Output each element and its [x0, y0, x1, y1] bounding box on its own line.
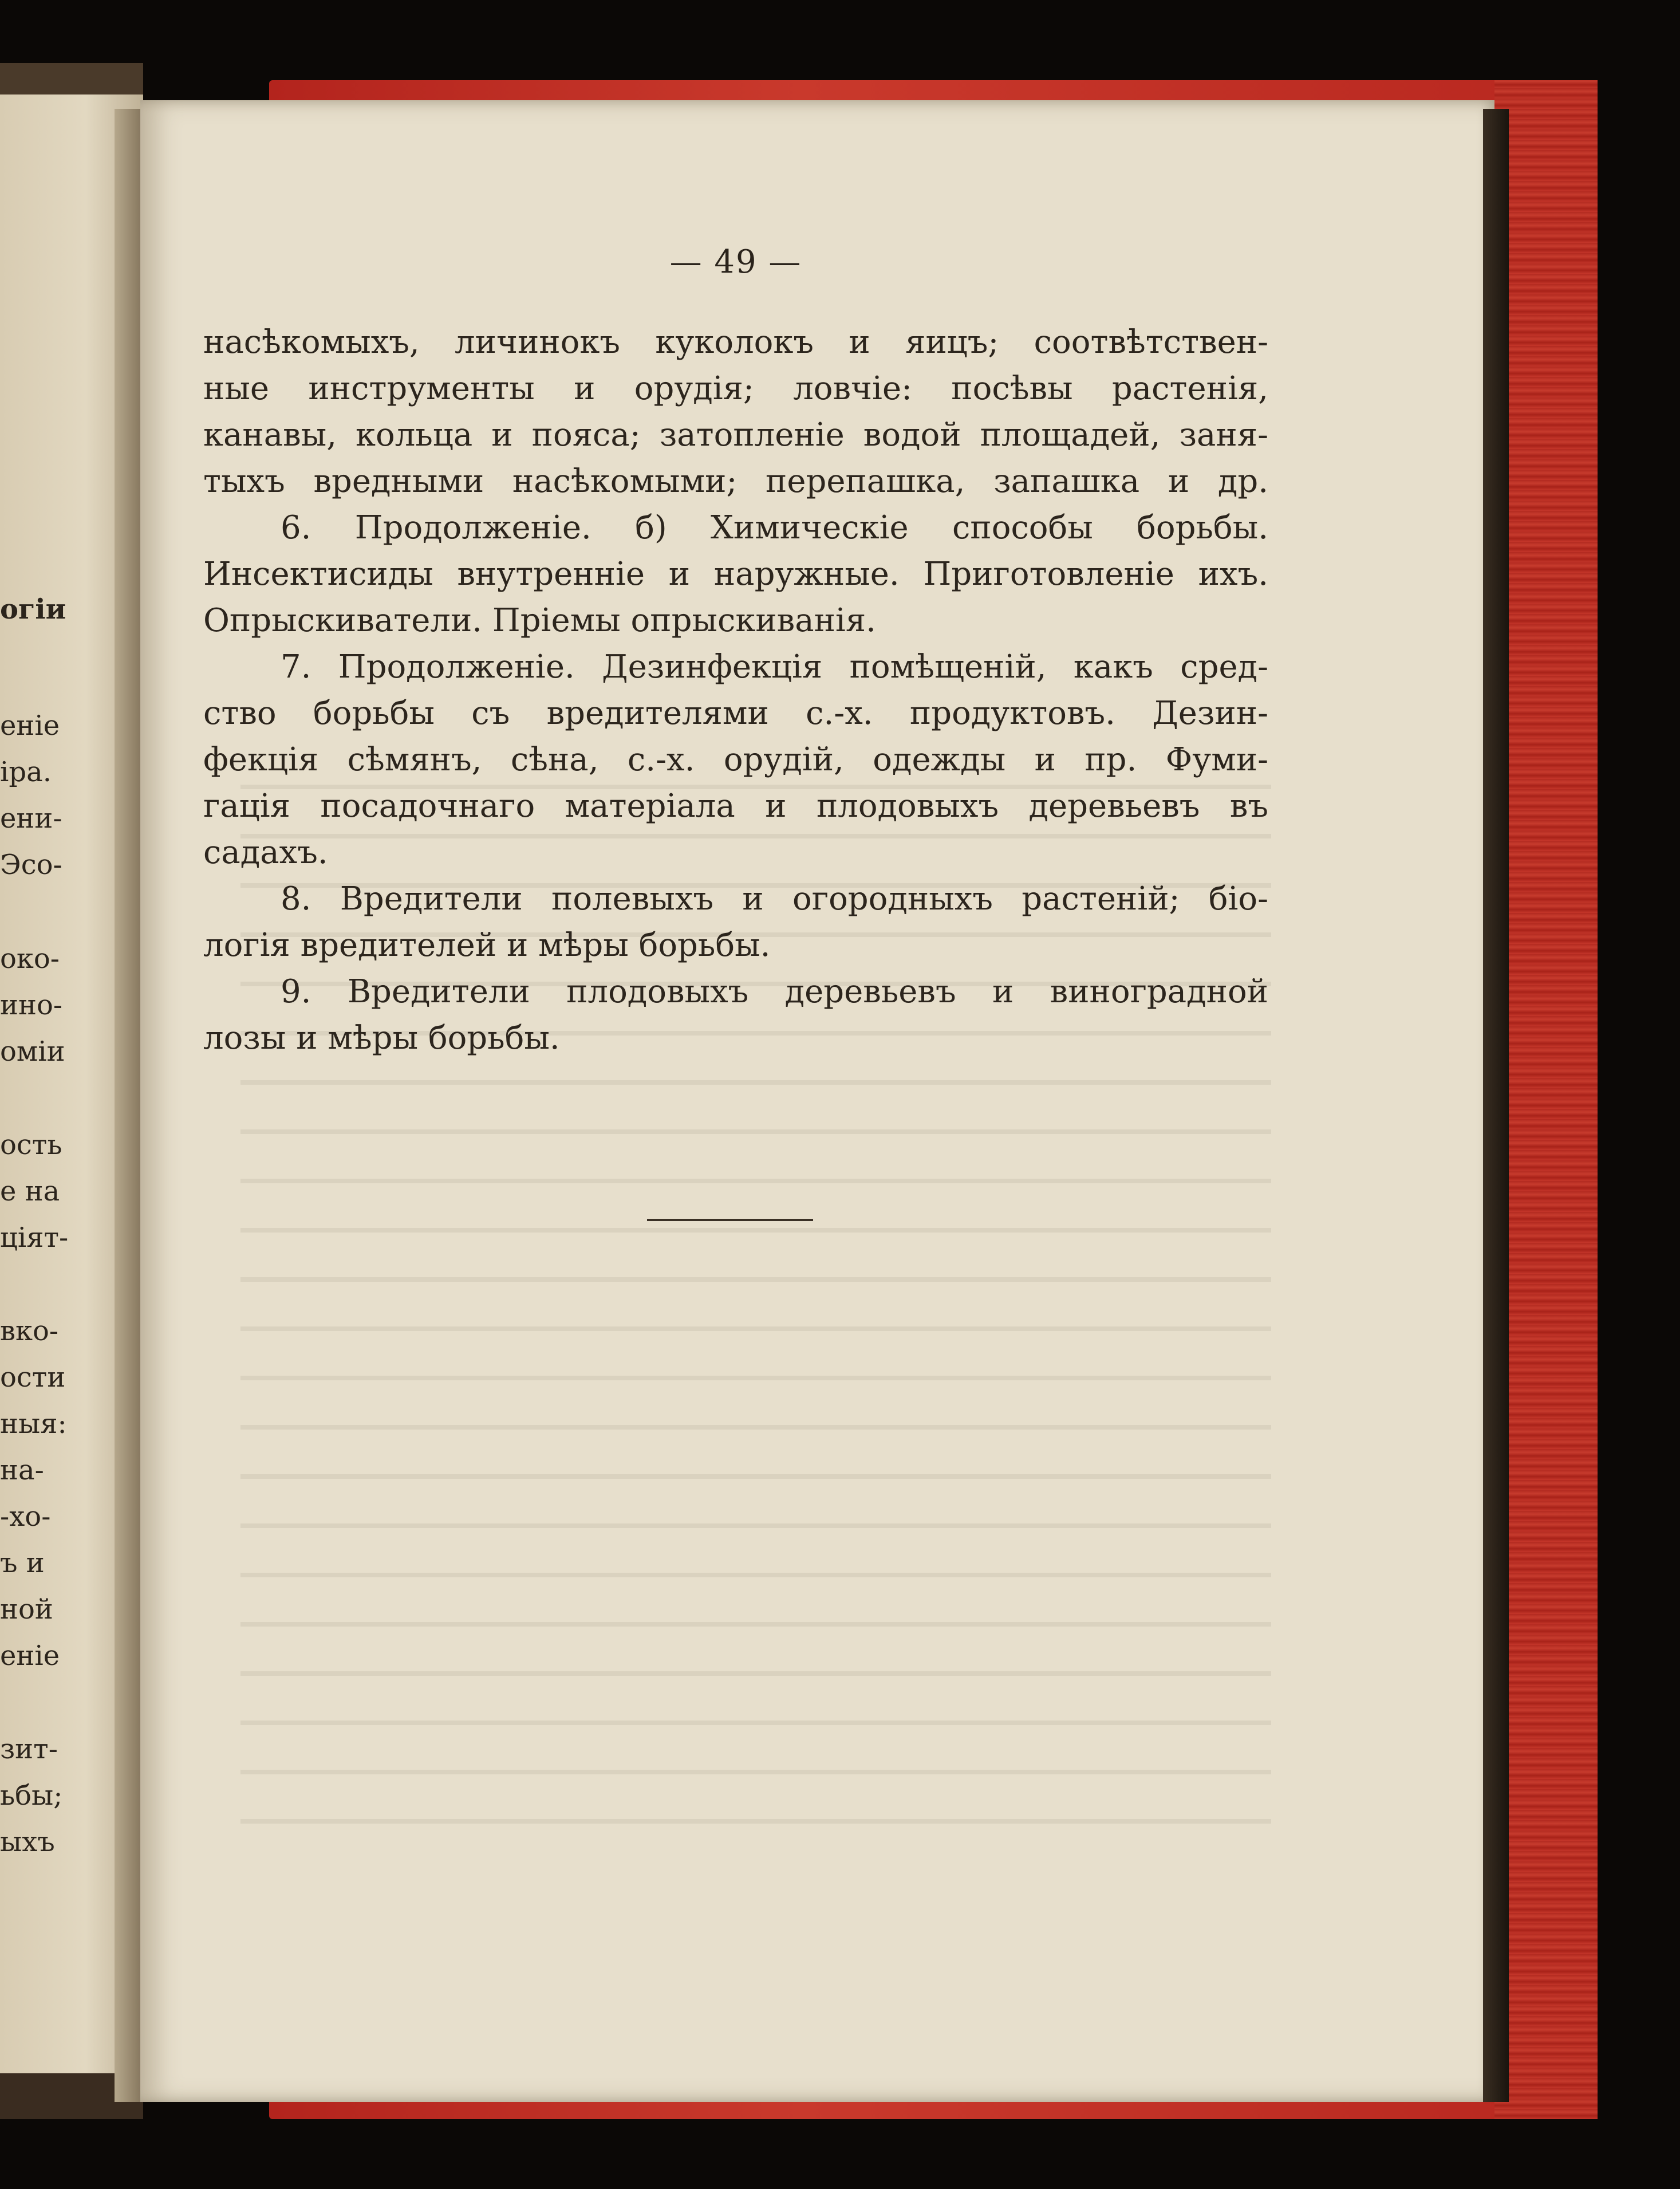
body-text-line: Инсектисиды внутренніе и наружные. Приготовленіе ихъ.: [203, 556, 1268, 593]
body-text-line: ные инструменты и орудія; ловчіе: посѣвы растенія,: [203, 370, 1268, 407]
show-through-text: [240, 756, 1271, 1844]
body-text-line: садахъ.: [203, 834, 328, 871]
left-page-line-fragment: ыхъ: [0, 1826, 55, 1858]
left-page-line-fragment: ость: [0, 1129, 62, 1161]
body-text-line: насѣкомыхъ, личинокъ куколокъ и яицъ; соотвѣтствен-: [203, 324, 1268, 361]
body-text-line: канавы, кольца и пояса; затопленіе водой площадей, заня-: [203, 416, 1268, 454]
left-page-line-fragment: ени-: [0, 802, 62, 834]
body-text-line: 8. Вредители полевыхъ и огородныхъ растеній; біо-: [281, 880, 1268, 918]
body-text-line: 9. Вредители плодовыхъ деревьевъ и виноградной: [281, 973, 1268, 1010]
left-page-line-fragment: ныя:: [0, 1408, 67, 1440]
left-page-line-fragment: оміи: [0, 1036, 65, 1068]
left-page-line-fragment: еніе: [0, 710, 60, 742]
left-page-line-fragment: ной: [0, 1593, 53, 1625]
body-text-line: ство борьбы съ вредителями с.-х. продуктовъ. Дезин-: [203, 695, 1268, 732]
left-page-line-fragment: ино-: [0, 989, 63, 1021]
body-text-line: лозы и мѣры борьбы.: [203, 1019, 560, 1057]
left-page-line-fragment: ціят-: [0, 1222, 69, 1254]
left-page-line-fragment: іра.: [0, 756, 52, 788]
section-end-rule: [647, 1219, 813, 1221]
left-page-line-fragment: на-: [0, 1454, 44, 1486]
left-page-line-fragment: ьбы;: [0, 1779, 63, 1812]
book-cover-edge: [1494, 80, 1598, 2119]
left-page-line-fragment: -хо-: [0, 1501, 51, 1533]
left-page-line-fragment: вко-: [0, 1315, 59, 1347]
page-edge-shadow: [1483, 109, 1509, 2102]
body-text-line: Опрыскиватели. Пріемы опрыскиванія.: [203, 602, 876, 639]
left-page-line-fragment: е на: [0, 1175, 60, 1207]
left-page-line-fragment: ъ и: [0, 1547, 45, 1579]
left-page-line-fragment: еніе: [0, 1640, 60, 1672]
page-number: — 49 —: [669, 243, 802, 281]
body-text-line: 6. Продолженіе. б) Химическіе способы борьбы.: [281, 509, 1268, 546]
body-text-line: 7. Продолженіе. Дезинфекція помѣщеній, какъ сред-: [281, 648, 1268, 686]
left-page-line-fragment: око-: [0, 943, 60, 975]
body-text-line: гація посадочнаго матеріала и плодовыхъ деревьевъ въ: [203, 788, 1268, 825]
body-text-line: логія вредителей и мѣры борьбы.: [203, 927, 771, 964]
left-page-line-fragment: зит-: [0, 1733, 58, 1765]
body-text-line: тыхъ вредными насѣкомыми; перепашка, запашка и др.: [203, 463, 1268, 500]
body-text-line: фекція сѣмянъ, сѣна, с.-х. орудій, одежды и пр. Фуми-: [203, 741, 1268, 778]
left-page-line-fragment: Эсо-: [0, 849, 62, 881]
left-page-line-fragment: ости: [0, 1361, 66, 1393]
left-page-heading-fragment: огіи: [0, 593, 66, 625]
